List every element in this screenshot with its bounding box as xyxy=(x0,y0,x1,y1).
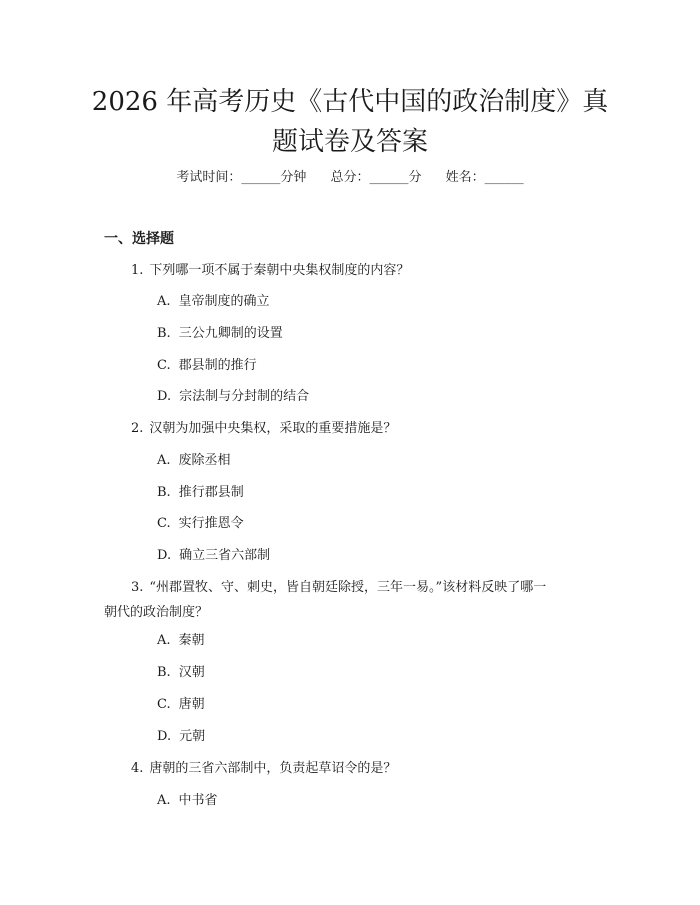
option-letter: A. xyxy=(157,793,171,808)
question-number: 1. xyxy=(131,263,144,278)
question-2 xyxy=(131,419,396,439)
option-text: 秦朝 xyxy=(178,633,205,648)
question-3 xyxy=(131,578,546,598)
option-letter: A. xyxy=(157,633,171,648)
option-letter: D. xyxy=(157,548,172,563)
question-3-continuation: 朝代的政治制度？ xyxy=(104,605,209,620)
option-text: 中书省 xyxy=(178,793,218,808)
question-2-option-b xyxy=(157,483,244,503)
option-letter: C. xyxy=(157,697,171,712)
question-1-option-a xyxy=(157,292,270,312)
question-text: 唐朝的三省六部制中，负责起草诏令的是？ xyxy=(149,761,397,776)
question-2-option-a xyxy=(157,451,231,471)
question-2-option-c xyxy=(157,514,244,534)
question-2-option-d xyxy=(157,546,270,566)
title-line-2: 题试卷及答案 xyxy=(271,127,428,157)
total-score-field: 总分：______分 xyxy=(330,170,422,185)
question-text: 汉朝为加强中央集权，采取的重要措施是？ xyxy=(149,421,397,436)
option-text: 皇帝制度的确立 xyxy=(178,294,270,309)
option-text: 元朝 xyxy=(179,729,206,744)
option-text: 宗法制与分封制的结合 xyxy=(179,389,310,404)
question-4-option-a xyxy=(157,791,218,811)
option-letter: D. xyxy=(157,389,172,404)
question-3-option-b xyxy=(157,663,205,683)
option-text: 唐朝 xyxy=(178,697,205,712)
exam-meta xyxy=(0,168,700,188)
option-text: 废除丞相 xyxy=(178,453,231,468)
question-1-option-c xyxy=(157,356,257,376)
question-3-option-d xyxy=(157,727,205,747)
question-3-option-a xyxy=(157,631,205,651)
question-number: 2. xyxy=(131,421,144,436)
option-letter: B. xyxy=(157,665,171,680)
option-text: 三公九卿制的设置 xyxy=(178,326,283,341)
section-heading: 一、选择题 xyxy=(104,231,174,247)
question-text: 下列哪一项不属于秦朝中央集权制度的内容？ xyxy=(149,263,410,278)
option-letter: C. xyxy=(157,358,171,373)
question-4 xyxy=(131,759,396,779)
option-text: 确立三省六部制 xyxy=(179,548,271,563)
question-number: 3. xyxy=(131,580,144,595)
option-letter: A. xyxy=(157,294,171,309)
question-1-option-b xyxy=(157,324,283,344)
option-letter: D. xyxy=(157,729,172,744)
option-text: 推行郡县制 xyxy=(178,485,244,500)
option-letter: C. xyxy=(157,516,171,531)
option-letter: A. xyxy=(157,453,171,468)
student-name-field: 姓名：______ xyxy=(445,170,524,185)
option-letter: B. xyxy=(157,326,171,341)
question-1 xyxy=(131,261,409,281)
question-text: “州郡置牧、守、刺史，皆自朝廷除授，三年一易。”该材料反映了哪一 xyxy=(149,580,547,595)
option-text: 汉朝 xyxy=(178,665,205,680)
title-line-1: 2026 年高考历史《古代中国的政治制度》真 xyxy=(91,87,609,117)
question-3-option-c xyxy=(157,695,205,715)
exam-time-field: 考试时间：______分钟 xyxy=(176,170,307,185)
option-letter: B. xyxy=(157,485,171,500)
question-1-option-d xyxy=(157,387,309,407)
option-text: 实行推恩令 xyxy=(178,516,244,531)
option-text: 郡县制的推行 xyxy=(178,358,257,373)
question-number: 4. xyxy=(131,761,144,776)
document-title xyxy=(90,82,610,162)
